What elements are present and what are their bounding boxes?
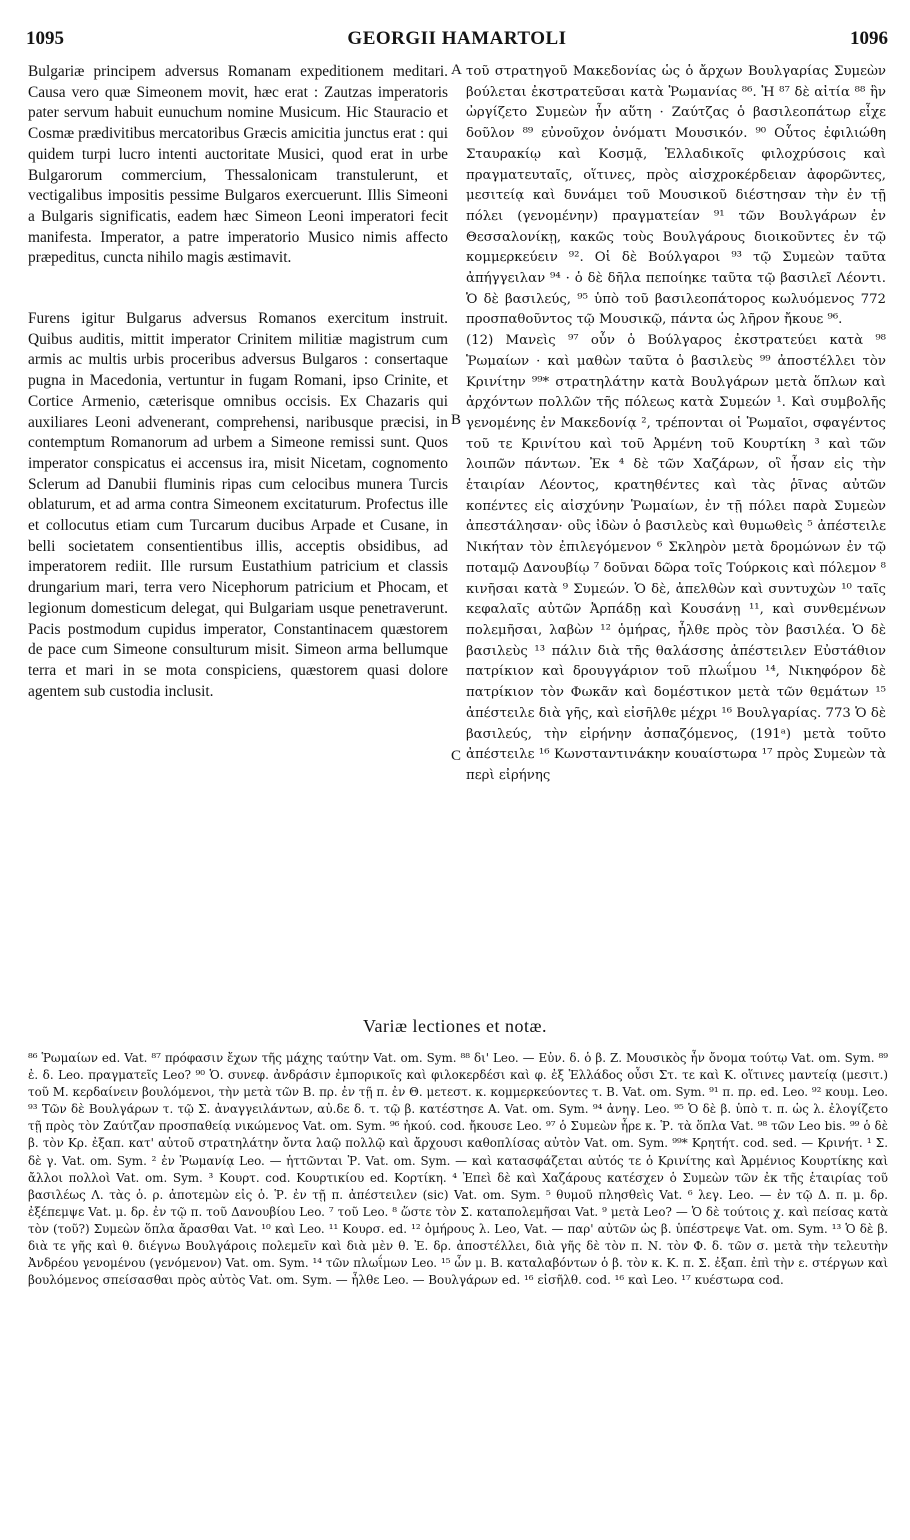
greek-paragraph-2: (12) Μανεὶς ⁹⁷ οὖν ὁ Βούλγαρος ἐκστρατεύει κατὰ ⁹⁸ Ῥωμαίων · καὶ μαθὼν ταῦτα ὁ βασιλεὺς ⁹⁹ ἀποστέλλει τὸν Κρινίτην ⁹⁹* στρατηλάτην κατὰ Βουλγάρων μετὰ ὅπλων καὶ ἀρχόντων πολλῶν τῆς πόλεως κατὰ Συμεών ¹. Καὶ συμβολῆς γενομένης ἐν Μακεδονίᾳ ², τρέπονται οἱ Ῥωμαῖοι, σφαγέντος τοῦ τε Κρινίτου καὶ τοῦ Ἀρμένη τοῦ Κουρτίκη ³ καὶ τῶν λοιπῶν πάντων. Ἐκ ⁴ δὲ τῶν Χαζάρων, οἳ ἦσαν εἰς τὴν ἑταιρίαν Λέοντος, κρατηθέντες καὶ τὰς ῥῖνας αὐτῶν κοπέντες εἰς αἰσχύνην Ῥωμαίων, ἐν τῇ πόλει παρὰ Συμεὼν ἀπεστάλησαν· οὓς ἰδὼν ὁ βασιλεὺς καὶ θυμωθεὶς ⁵ ἀπέστειλε Νικήταν τὸν ἐπιλεγόμενον ⁶ Σκληρὸν μετὰ δρομώνων ἐν τῷ ποταμῷ Δανουβίῳ ⁷ δοῦναι δῶρα τοῖς Τούρκοις καὶ πόλεμον ⁸ κινῆσαι κατὰ ⁹ Συμεών. Ὁ δὲ, ἀπελθὼν καὶ συντυχὼν ¹⁰ ταῖς κεφαλαῖς αὐτῶν Ἀρπάδῃ καὶ Κουσάνῃ ¹¹, καὶ συνθεμένων πολεμῆσαι, λαβὼν ¹² ὁμήρας, ἦλθε πρὸς τὸν βασιλέα. Ὁ δὲ βασιλεὺς ¹³ πάλιν διὰ τῆς θαλάσσης ἀπέστειλεν Εὐστάθιον πατρίκιον καὶ δρουγγάριον τοῦ πλωΐμου ¹⁴, Νικηφόρον δὲ πατρίκιον τὸν Φωκᾶν καὶ δομέστικον μετὰ τῶν θεμάτων ¹⁵ ἀπέστειλε διὰ γῆς, καὶ εἰσῆλθε μέχρι ¹⁶ Βουλγαρίας. 773 Ὁ δὲ βασιλεύς, τὴν εἰρήνην ἀσπαζόμενος, (191ᵃ) μετὰ τοῦτο ἀπέστειλε ¹⁶ Κωνσταντινάκην κουαίστωρα ¹⁷ πρὸς Συμεὼν τὰ περὶ εἰρήνης — [466, 333, 886, 783]
notes-heading: Variæ lectiones et notæ. — [363, 1016, 547, 1036]
greek-column — [466, 62, 886, 787]
variant-readings — [28, 1050, 888, 1289]
margin-marker-b: B — [451, 412, 462, 428]
page-number-right: 1096 — [850, 28, 888, 49]
margin-marker-a: A — [451, 62, 462, 78]
margin-marker-c: C — [451, 748, 462, 764]
running-header — [26, 28, 888, 56]
latin-column — [28, 62, 448, 702]
variant-readings-text: ⁸⁶ Ῥωμαίων ed. Vat. ⁸⁷ πρόφασιν ἔχων τῆς μάχης ταύτην Vat. om. Sym. ⁸⁸ δι' Leo. — Εὐν. δ. ὁ β. Ζ. Μουσικὸς ἦν ὄνομα τούτῳ Vat. om. Sym. ⁸⁹ ἐ. δ. Leo. πραγματεῖς Leo? ⁹⁰ Ὁ. συνεφ. ἀνδράσιν ἐμπορικοῖς καὶ φιλοκερδέσι καὶ φ. ἐξ Ἑλλάδος οὖσι Στ. τε καὶ Κ. οἵτινες μαντείᾳ (μεσιτ.) τοῦ Μ. κερδαίνειν βουλόμενοι, τὴν μετὰ τῶν Β. πρ. ἐν τῇ π. ἐν Θ. μετεστ. κ. κομμερκεύοντες τ. Β. Vat. om. Sym. ⁹¹ π. πρ. ed. Leo. ⁹² κουμ. Leo. ⁹³ Τῶν δὲ Βουλγάρων τ. τῷ Σ. ἀναγγειλάντων, αὐ.δε δ. τ. τῷ β. κατέστησε Α. Vat. om. Sym. ⁹⁴ ἀνηγ. Leo. ⁹⁵ Ὁ δὲ β. ὑπὸ τ. π. ὡς λ. ἐλογίζετο τῇ πρὸς τὸν Ζαύτζαν προσπαθείᾳ νικώμενος Vat. om. Sym. ⁹⁶ ἠκού. cod. ἤκουσε Leo. ⁹⁷ ὁ Συμεὼν ἦρε κ. Ῥ. τὰ ὅπλα Vat. ⁹⁸ τῶν Leo bis. ⁹⁹ ὁ δὲ β. τὸν Κρ. ἐξαπ. κατ' αὐτοῦ στρατηλάτην ὄντα λαῷ πολλῷ καὶ ἄρχουσι καθοπλίσας αὐτὸν Vat. om. Sym. ⁹⁹* Κρητήτ. cod. sed. — Κρινήτ. ¹ Σ. δὲ γ. Vat. om. Sym. ² ἐν Ῥωμανίᾳ Leo. — ἡττῶνται Ῥ. Vat. om. Sym. — καὶ κατασφάζεται αὐτός τε ὁ Κρινίτης καὶ Ἀρμένιος Κουρτίκης καὶ ἄλλοι πολλοὶ Vat. om. Sym. ³ Κουρτ. cod. Κουρτικίου ed. Κορτίκη. ⁴ Ἐπεὶ δὲ καὶ Χαζάρους κατέσχεν ὁ Συμεὼν τῶν ἐκ τῆς ἑταιρίας τοῦ βασιλέως Λ. τὰς ὁ. ρ. ἀποτεμὼν εἰς ὁ. Ῥ. ἐν τῇ π. ἀπέστειλεν (sic) Vat. om. Sym. ⁵ θυμοῦ πλησθεὶς Vat. ⁶ λεγ. Leo. — ἐν τῷ Δ. π. μ. δρ. ἐξέπεμψε Vat. μ. δρ. ἐν τῷ π. τοῦ Δανουβίου Leo. ⁷ τοῦ Leo. ⁸ ὥστε τὸν Σ. καταπολεμῆσαι Vat. ⁹ μετὰ Leo? — Ὁ δὲ τούτοις χ. καὶ πείσας κατὰ τὸν (τοῦ?) Συμεὼν ὅπλα ἄρασθαι Vat. ¹⁰ καὶ Leo. ¹¹ Κουρσ. ed. ¹² ὁμήρους λ. Leo, Vat. — παρ' αὐτῶν ὡς β. ὑπέστρεψε Vat. om. Sym. ¹³ Ὁ δὲ β. διὰ τε γῆς καὶ θ. διέγνω Βουλγάροις πολεμεῖν καὶ διὰ μὲν θ. Ἐ. δρ. ἀποστέλλει, διὰ γῆς δὲ τὸν π. Ν. τὸν Φ. δ. τῶν σ. μετὰ τὴν τελευτὴν Ἀνδρέου γενομένου (γενόμενον) Vat. om. Sym. ¹⁴ τῶν πλωΐμων Leo. ¹⁵ ὧν μ. Β. καταλαβόντων ὁ β. τὸν κ. Κ. π. Σ. ἐξαπ. ἐπὶ τὴν ε. στέργων καὶ βουλόμενος σπείσασθαι πρὸς αὐτὸς Vat. om. Sym. — ἦλθε Leo. — Βουλγάρων ed. ¹⁶ εἰσῆλθ. cod. ¹⁶ καὶ Leo. ¹⁷ κυέστωρα cod. — [28, 1051, 888, 1288]
latin-paragraph-1: Bulgariæ principem adversus Romanam expeditionem meditari. Causa vero quæ Simeonem movit, hæc erat : Zautzas imperatoris pater servum habuit eunuchum nomine Musicum. Hic Stauracio et Cosmæ prædivitibus mercatoribus Græcis amicitia junctus erat : qui quidem turpi lucro intenti auctoritate Musici, quod erat in urbe Bulgarorum commercium, Thessalonicam transtulerunt, et vectigalibus impositis pessime Bulgaros exercuerunt. Illis Simeoni a Bulgaris significatis, eadem hæc Simeon Leoni imperatori fecit manifesta. Imperator, a patre imperatorio Musico nimis affecto præpeditus, cuncta nihilo magis æstimavit. — [28, 63, 448, 267]
running-title: GEORGII HAMARTOLI — [347, 28, 567, 49]
latin-paragraph-2: Furens igitur Bulgarus adversus Romanos exercitum instruit. Quibus auditis, mittit imperator Crinitem militiæ magistrum cum armis ac multis urbis proceribus adversus Bulgaros : consertaque pugna in Macedonia, vertuntur in fugam Romani, ipso Crinite, et Cortice Armenio, cæterisque omnibus occisis. Ex Chazaris qui auxiliares Leoni advenerant, comprehensi, naribusque præcisi, in contemptum Romanorum ad urbem a Simeone remissi sunt. Quos imperator conspicatus ei accensus ira, misit Nicetam, cognomento Sclerum ad Danubii fluminis ripas cum celocibus munera Turcis oblaturum, et ad arma contra Simeonem excitaturum. Profectus ille et collocutus etiam cum Turcarum ducibus Arpade et Cusane, in belli societatem consentientibus illis, acceptis obsidibus, ad imperatorem rediit. Ille rursum Eustathium patricium et classis drungarium mari, terra vero Nicephorum patricium et Phocam, et legionum domesticum delegat, qui Bulgariam usque penetraverunt. Pacis postmodum cupidus imperator, Constantinacem quæstorem de pace cum Simeone consulturum misit. Simeon arma bellumque terra et mari in se mota conspiciens, quæstorem quasi dolore agentem sub custodia inclusit. — [28, 310, 448, 700]
page-number-left: 1095 — [26, 28, 64, 49]
greek-paragraph-1: τοῦ στρατηγοῦ Μακεδονίας ὡς ὁ ἄρχων Βουλγαρίας Συμεὼν βούλεται ἐκστρατεῦσαι κατὰ Ῥωμανίας ⁸⁶. Ἡ ⁸⁷ δὲ αἰτία ⁸⁸ ἣν ὠργίζετο Συμεὼν ἦν αὕτη · Ζαύτζας ὁ βασιλεοπάτωρ εἶχε δοῦλον ⁸⁹ εὐνοῦχον ὀνόματι Μουσικόν. ⁹⁰ Οὗτος ἐφιλιώθη Σταυρακίῳ καὶ Κοσμᾷ, Ἑλλαδικοῖς φιλοχρύσοις καὶ πραγματευταῖς, οἵτινες, πρὸς αἰσχροκέρδειαν ἀφορῶντες, μεσιτείᾳ καὶ δυνάμει τοῦ Μουσικοῦ διέστησαν τὴν ἐν τῇ πόλει (γενομένην) πραγματείαν ⁹¹ τῶν Βουλγάρων ἐν Θεσσαλονίκῃ, κακῶς τοὺς Βουλγάρους διοικοῦντες ἐν τῷ κομμερκεύειν ⁹². Οἱ δὲ Βούλγαροι ⁹³ τῷ Συμεὼν ταῦτα ἀπήγγειλαν ⁹⁴ · ὁ δὲ δῆλα πεποίηκε ταῦτα τῷ βασιλεῖ Λέοντι. Ὁ δὲ βασιλεύς, ⁹⁵ ὑπὸ τοῦ βασιλεοπάτορος κωλυόμενος 772 προσπαθοῦντος τῷ Μουσικῷ, πάντα ὡς λῆρον ἤκουε ⁹⁶. — [466, 64, 886, 328]
